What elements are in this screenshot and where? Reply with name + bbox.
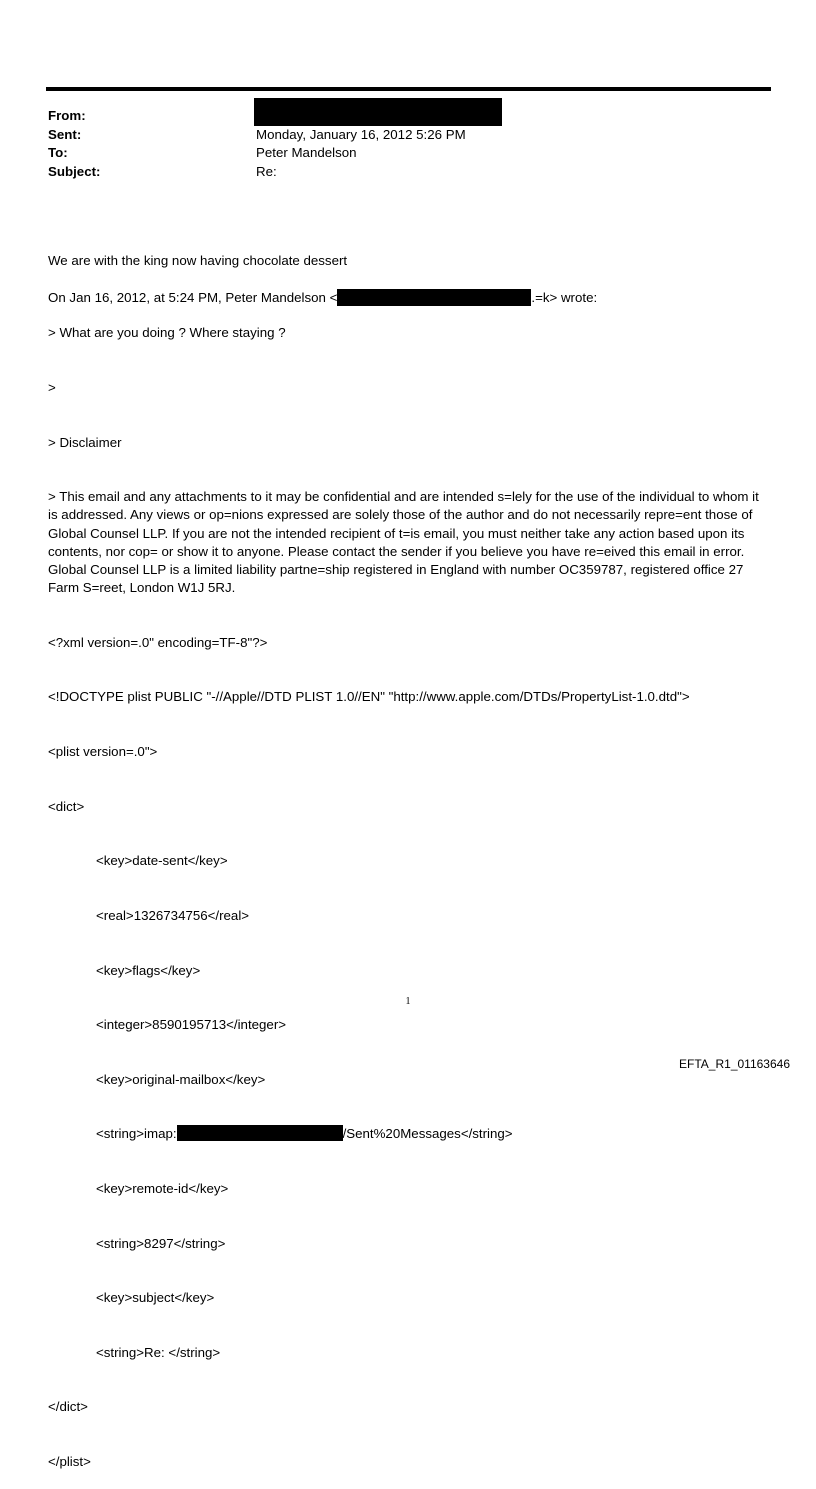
sent-value: Monday, January 16, 2012 5:26 PM bbox=[256, 126, 466, 142]
quoted-line: > Disclaimer bbox=[48, 434, 122, 450]
imap-redaction bbox=[177, 1125, 343, 1141]
plist-entry: <key>remote-id</key> bbox=[96, 1180, 229, 1196]
plist-entry: <real>1326734756</real> bbox=[96, 907, 250, 923]
to-label: To: bbox=[48, 145, 68, 160]
quote-intro-before: On Jan 16, 2012, at 5:24 PM, Peter Mandelson < bbox=[48, 290, 338, 306]
xml-declaration: <?xml version=.0" encoding=TF-8"?> bbox=[48, 634, 268, 650]
quoted-line: > bbox=[48, 380, 56, 396]
imap-before: <string>imap: bbox=[96, 1126, 177, 1142]
plist-entry: <key>flags</key> bbox=[96, 962, 201, 978]
plist-open: <plist version=.0"> bbox=[48, 744, 158, 760]
page-number: 1 bbox=[405, 996, 411, 1007]
imap-after: /Sent%20Messages</string> bbox=[342, 1126, 513, 1142]
subject-label: Subject: bbox=[48, 163, 101, 179]
quoted-block bbox=[48, 288, 770, 1489]
quoted-line: > What are you doing ? Where staying ? bbox=[48, 325, 286, 341]
email-header bbox=[48, 107, 466, 181]
plist-entry: <key>date-sent</key> bbox=[96, 853, 228, 869]
plist-imap-entry bbox=[48, 1125, 770, 1143]
sent-row bbox=[48, 126, 466, 145]
plist-close: </plist> bbox=[48, 1454, 91, 1469]
dict-open: <dict> bbox=[48, 798, 85, 814]
from-row bbox=[48, 107, 466, 126]
reply-text: We are with the king now having chocolate dessert bbox=[48, 253, 348, 269]
dict-close: </dict> bbox=[48, 1399, 88, 1415]
subject-row bbox=[48, 163, 466, 182]
plist-entry: <string>Re: </string> bbox=[96, 1344, 221, 1360]
plist-entry: <string>8297</string> bbox=[96, 1235, 226, 1251]
plist-entry: <key>original-mailbox</key> bbox=[96, 1071, 266, 1087]
sent-label: Sent: bbox=[48, 126, 82, 142]
header-rule bbox=[46, 87, 771, 91]
document-id: EFTA_R1_01163646 bbox=[679, 1057, 790, 1071]
plist-entry: <key>subject</key> bbox=[96, 1290, 215, 1306]
to-row bbox=[48, 144, 466, 163]
plist-entry: <integer>8590195713</integer> bbox=[96, 1017, 287, 1033]
from-label: From: bbox=[48, 108, 86, 123]
disclaimer-text: > This email and any attachments to it may be confidential and are intended s=lely for the use of the individual to whom it is addressed. Any views or op=nions expressed are solely those of the author and do not necessarily repre=ent those of Global Counsel LLP. If you are not the intended recipient of t=is email, you must neither take any action based upon its contents, nor cop= or show it to anyone. Please contact the sender if you believe you have re=eived this email in error. Global Counsel LLP is a limited liability partne=ship registered in England with number OC359787, registered office 27 Farm S=reet, London W1J 5RJ. bbox=[48, 489, 763, 596]
to-value: Peter Mandelson bbox=[256, 145, 357, 160]
quote-intro-after: .=k> wrote: bbox=[531, 290, 598, 306]
doctype-line: <!DOCTYPE plist PUBLIC "-//Apple//DTD PLIST 1.0//EN" "http://www.apple.com/DTDs/PropertyList-1.0.dtd"> bbox=[48, 689, 690, 705]
subject-value: Re: bbox=[256, 163, 277, 179]
